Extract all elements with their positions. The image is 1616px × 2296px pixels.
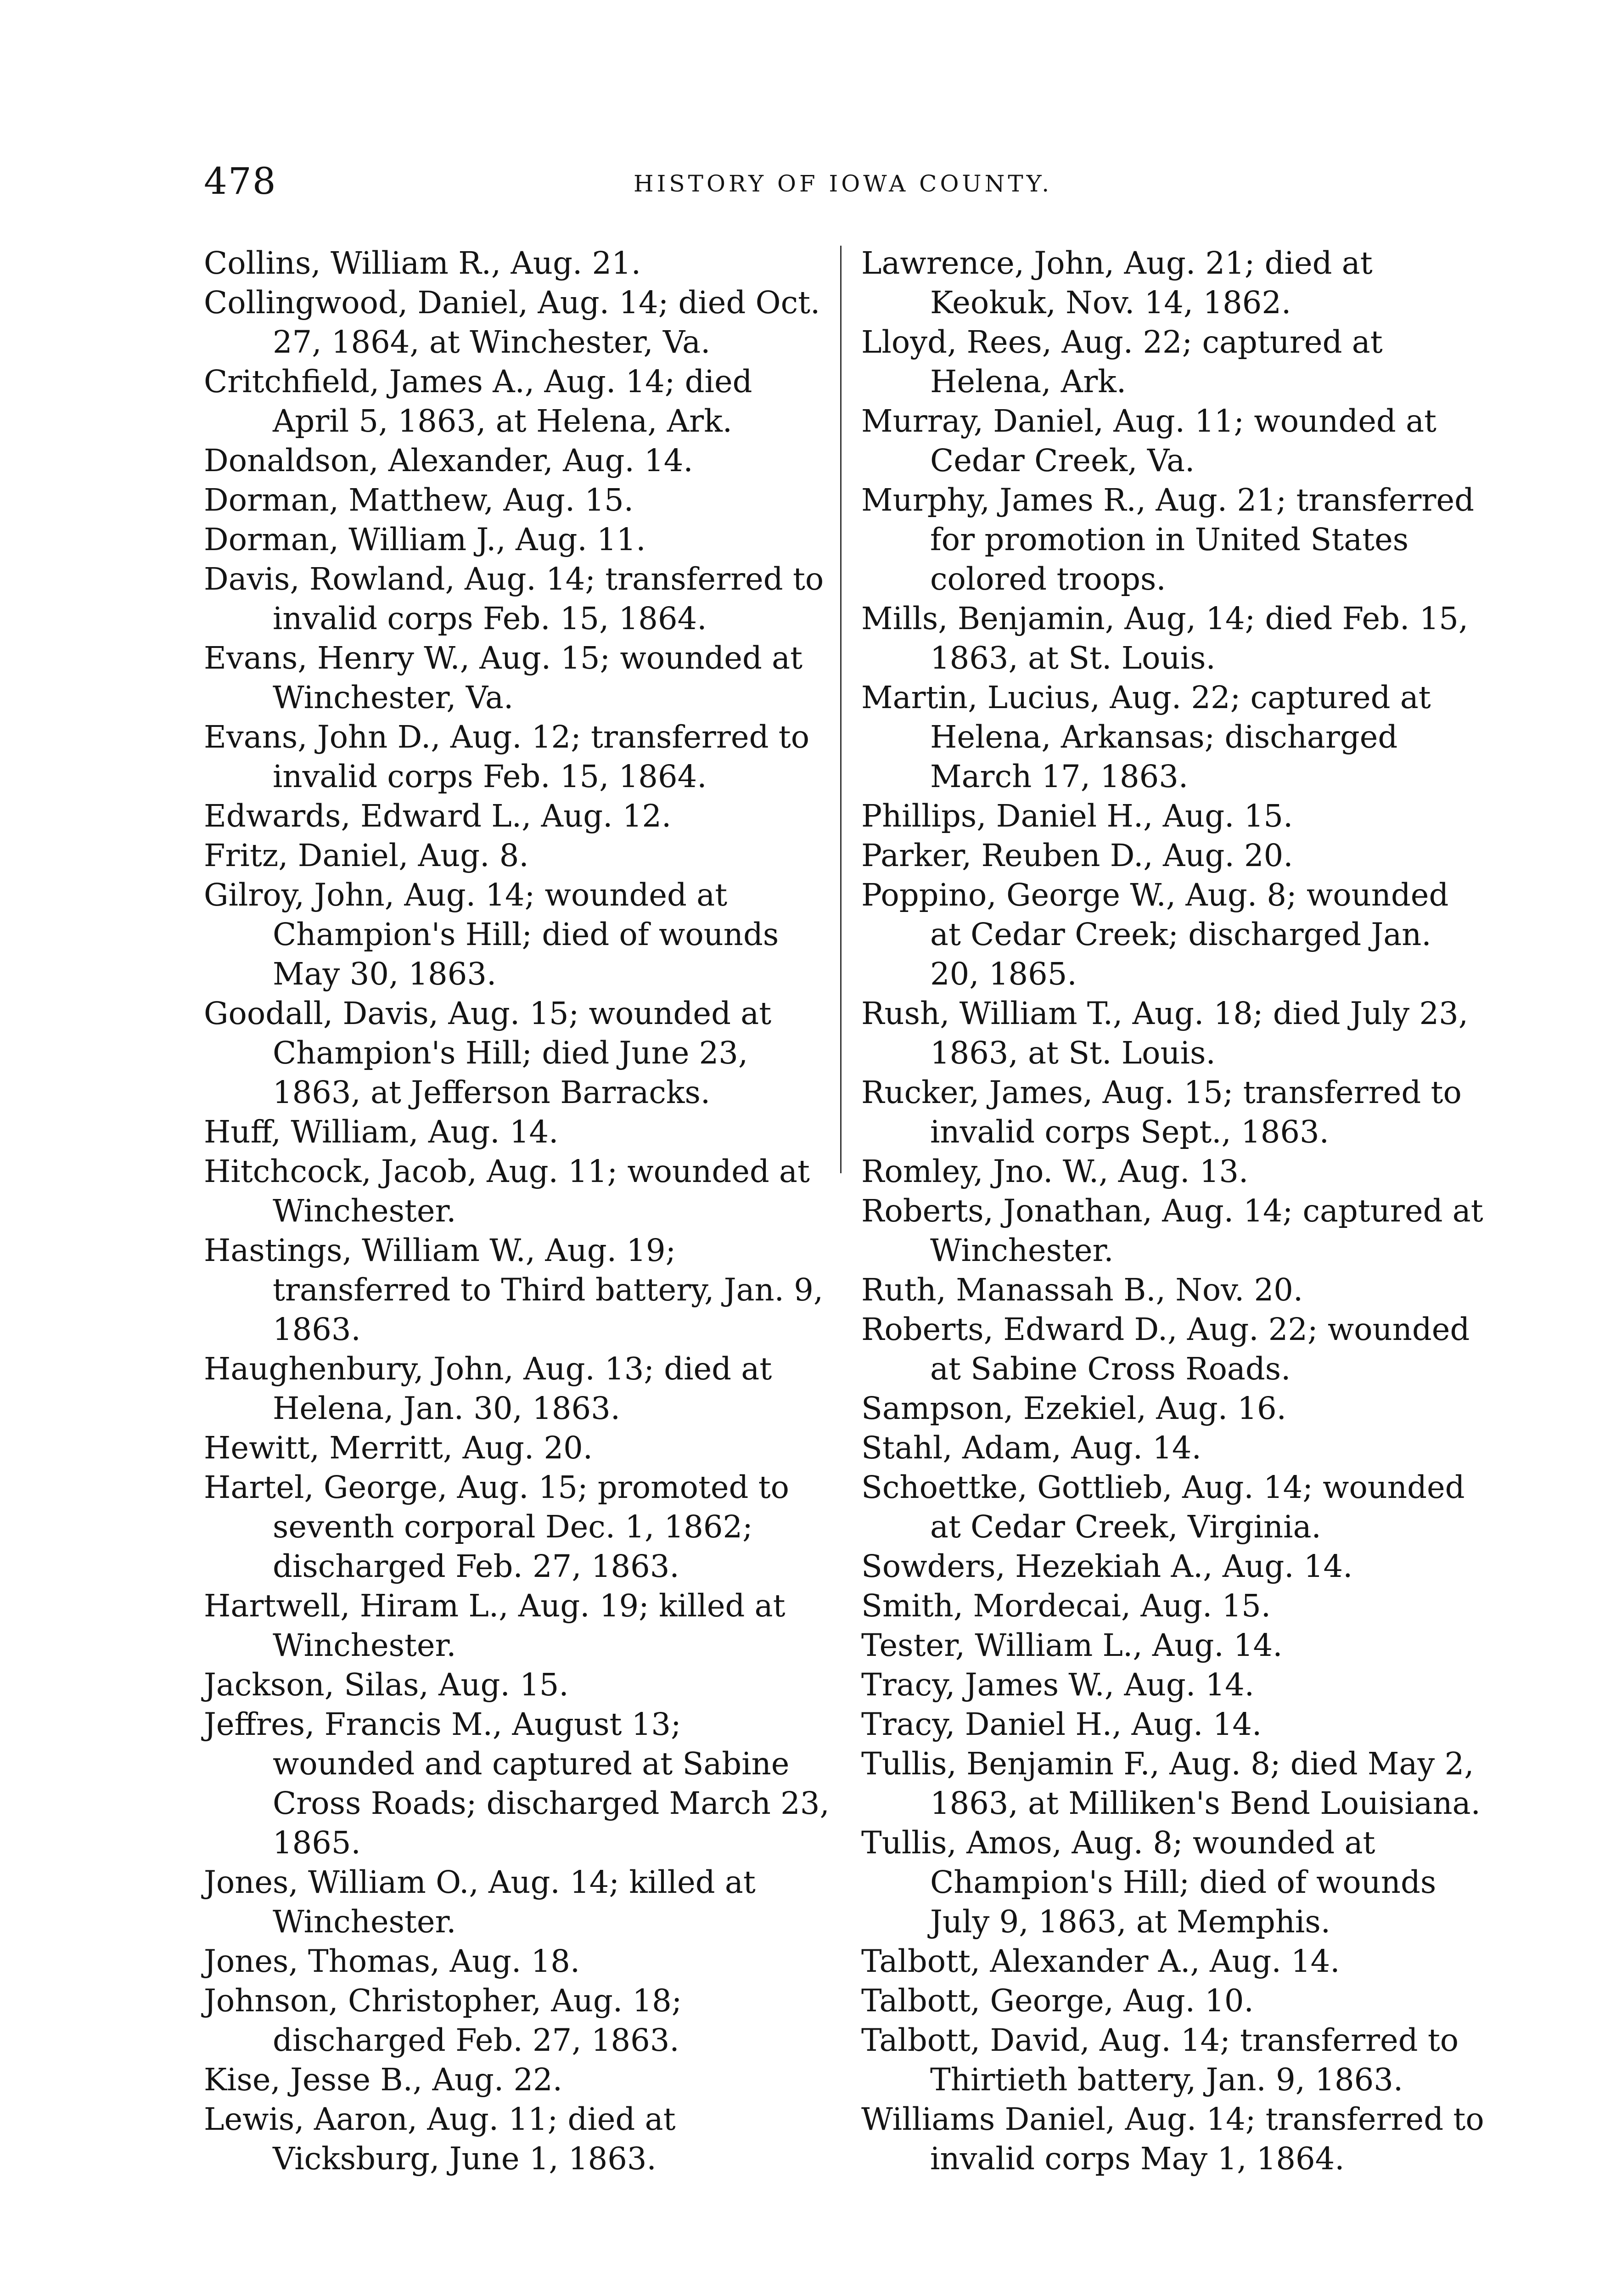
page-number: 478 [204, 160, 277, 203]
roster-entry: Talbott, David, Aug. 14; transferred to Thirtieth battery, Jan. 9, 1863. [861, 2022, 1459, 2098]
roster-entry: Tracy, Daniel H., Aug. 14. [861, 1706, 1262, 1742]
roster-entry: Murphy, James R., Aug. 21; transferred for promotion in United States colored troops. [861, 482, 1474, 597]
roster-entry: Sampson, Ezekiel, Aug. 16. [861, 1390, 1286, 1426]
roster-entry: Romley, Jno. W., Aug. 13. [861, 1154, 1249, 1189]
roster-entry: Davis, Rowland, Aug. 14; transferred to invalid corps Feb. 15, 1864. [204, 561, 824, 636]
roster-entry: Goodall, Davis, Aug. 15; wounded at Champion's Hill; died June 23, 1863, at Jefferson Barracks. [204, 996, 772, 1110]
roster-entry: Ruth, Manassah B., Nov. 20. [861, 1272, 1303, 1308]
roster-entry: Smith, Mordecai, Aug. 15. [861, 1588, 1271, 1624]
roster-entry: Sowders, Hezekiah A., Aug. 14. [861, 1548, 1353, 1584]
roster-entry: Jones, Thomas, Aug. 18. [204, 1943, 580, 1979]
roster-entry: Donaldson, Alexander, Aug. 14. [204, 443, 693, 478]
roster-entry: Rucker, James, Aug. 15; transferred to invalid corps Sept., 1863. [861, 1075, 1462, 1150]
roster-entry: Schoettke, Gottlieb, Aug. 14; wounded at Cedar Creek, Virginia. [861, 1469, 1465, 1545]
roster-entry: Evans, John D., Aug. 12; transferred to invalid corps Feb. 15, 1864. [204, 719, 810, 794]
roster-entry: Hitchcock, Jacob, Aug. 11; wounded at Winchester. [204, 1154, 810, 1229]
roster-entry: Jones, William O., Aug. 14; killed at Winchester. [204, 1864, 756, 1940]
roster-entry: Tracy, James W., Aug. 14. [861, 1667, 1255, 1703]
roster-entry: Kise, Jesse B., Aug. 22. [204, 2062, 563, 2098]
column-divider [840, 246, 842, 1173]
roster-entry: Lawrence, John, Aug. 21; died at Keokuk, Nov. 14, 1862. [861, 245, 1373, 321]
roster-column-right [861, 243, 1488, 2178]
roster-entry: Williams Daniel, Aug. 14; transferred to invalid corps May 1, 1864. [861, 2101, 1484, 2177]
roster-entry: Edwards, Edward L., Aug. 12. [204, 798, 672, 834]
roster-entry: Lewis, Aaron, Aug. 11; died at Vicksburg, June 1, 1863. [204, 2101, 676, 2177]
roster-entry: Evans, Henry W., Aug. 15; wounded at Winchester, Va. [204, 640, 803, 715]
roster-entry: Dorman, William J., Aug. 11. [204, 522, 646, 557]
roster-entry: Johnson, Christopher, Aug. 18; discharged Feb. 27, 1863. [204, 1983, 682, 2058]
roster-entry: Tullis, Benjamin F., Aug. 8; died May 2, 1863, at Milliken's Bend Louisiana. [861, 1746, 1481, 1821]
roster-entry: Hewitt, Merritt, Aug. 20. [204, 1430, 593, 1466]
roster-entry: Talbott, Alexander A., Aug. 14. [861, 1943, 1340, 1979]
roster-entry: Dorman, Matthew, Aug. 15. [204, 482, 634, 518]
roster-entry: Critchfield, James A., Aug. 14; died April 5, 1863, at Helena, Ark. [204, 364, 752, 439]
roster-entry: Fritz, Daniel, Aug. 8. [204, 838, 529, 873]
roster-entry: Huff, William, Aug. 14. [204, 1114, 559, 1150]
roster-entry: Collins, William R., Aug. 21. [204, 245, 641, 281]
roster-entry: Parker, Reuben D., Aug. 20. [861, 838, 1293, 873]
roster-entry: Talbott, George, Aug. 10. [861, 1983, 1254, 2019]
roster-entry: Hartwell, Hiram L., Aug. 19; killed at Winchester. [204, 1588, 786, 1663]
roster-entry: Mills, Benjamin, Aug, 14; died Feb. 15, 1863, at St. Louis. [861, 601, 1469, 676]
roster-entry: Haughenbury, John, Aug. 13; died at Helena, Jan. 30, 1863. [204, 1351, 772, 1426]
roster-column-left [204, 243, 830, 2178]
roster-entry: Murray, Daniel, Aug. 11; wounded at Cedar Creek, Va. [861, 403, 1436, 478]
roster-entry: Roberts, Jonathan, Aug. 14; captured at Winchester. [861, 1193, 1483, 1268]
roster-entry: Rush, William T., Aug. 18; died July 23, 1863, at St. Louis. [861, 996, 1469, 1071]
roster-entry: Jackson, Silas, Aug. 15. [204, 1667, 569, 1703]
roster-entry: Martin, Lucius, Aug. 22; captured at Helena, Arkansas; discharged March 17, 1863. [861, 680, 1431, 794]
roster-entry: Jeffres, Francis M., August 13; wounded and captured at Sabine Cross Roads; discharged March 23, 1865. [204, 1706, 830, 1861]
roster-entry: Hastings, William W., Aug. 19; transferred to Third battery, Jan. 9, 1863. [204, 1232, 824, 1347]
roster-entry: Phillips, Daniel H., Aug. 15. [861, 798, 1293, 834]
roster-entry: Stahl, Adam, Aug. 14. [861, 1430, 1201, 1466]
roster-entry: Gilroy, John, Aug. 14; wounded at Champion's Hill; died of wounds May 30, 1863. [204, 877, 779, 992]
running-head: HISTORY OF IOWA COUNTY. [634, 170, 1053, 197]
roster-entry: Roberts, Edward D., Aug. 22; wounded at Sabine Cross Roads. [861, 1311, 1470, 1387]
roster-entry: Collingwood, Daniel, Aug. 14; died Oct. 27, 1864, at Winchester, Va. [204, 285, 820, 360]
roster-entry: Tullis, Amos, Aug. 8; wounded at Champion's Hill; died of wounds July 9, 1863, at Memphis. [861, 1825, 1436, 1940]
roster-entry: Hartel, George, Aug. 15; promoted to seventh corporal Dec. 1, 1862; discharged Feb. 27, 1863. [204, 1469, 789, 1584]
roster-entry: Lloyd, Rees, Aug. 22; captured at Helena, Ark. [861, 324, 1383, 400]
roster-entry: Poppino, George W., Aug. 8; wounded at Cedar Creek; discharged Jan. 20, 1865. [861, 877, 1449, 992]
roster-entry: Tester, William L., Aug. 14. [861, 1627, 1283, 1663]
